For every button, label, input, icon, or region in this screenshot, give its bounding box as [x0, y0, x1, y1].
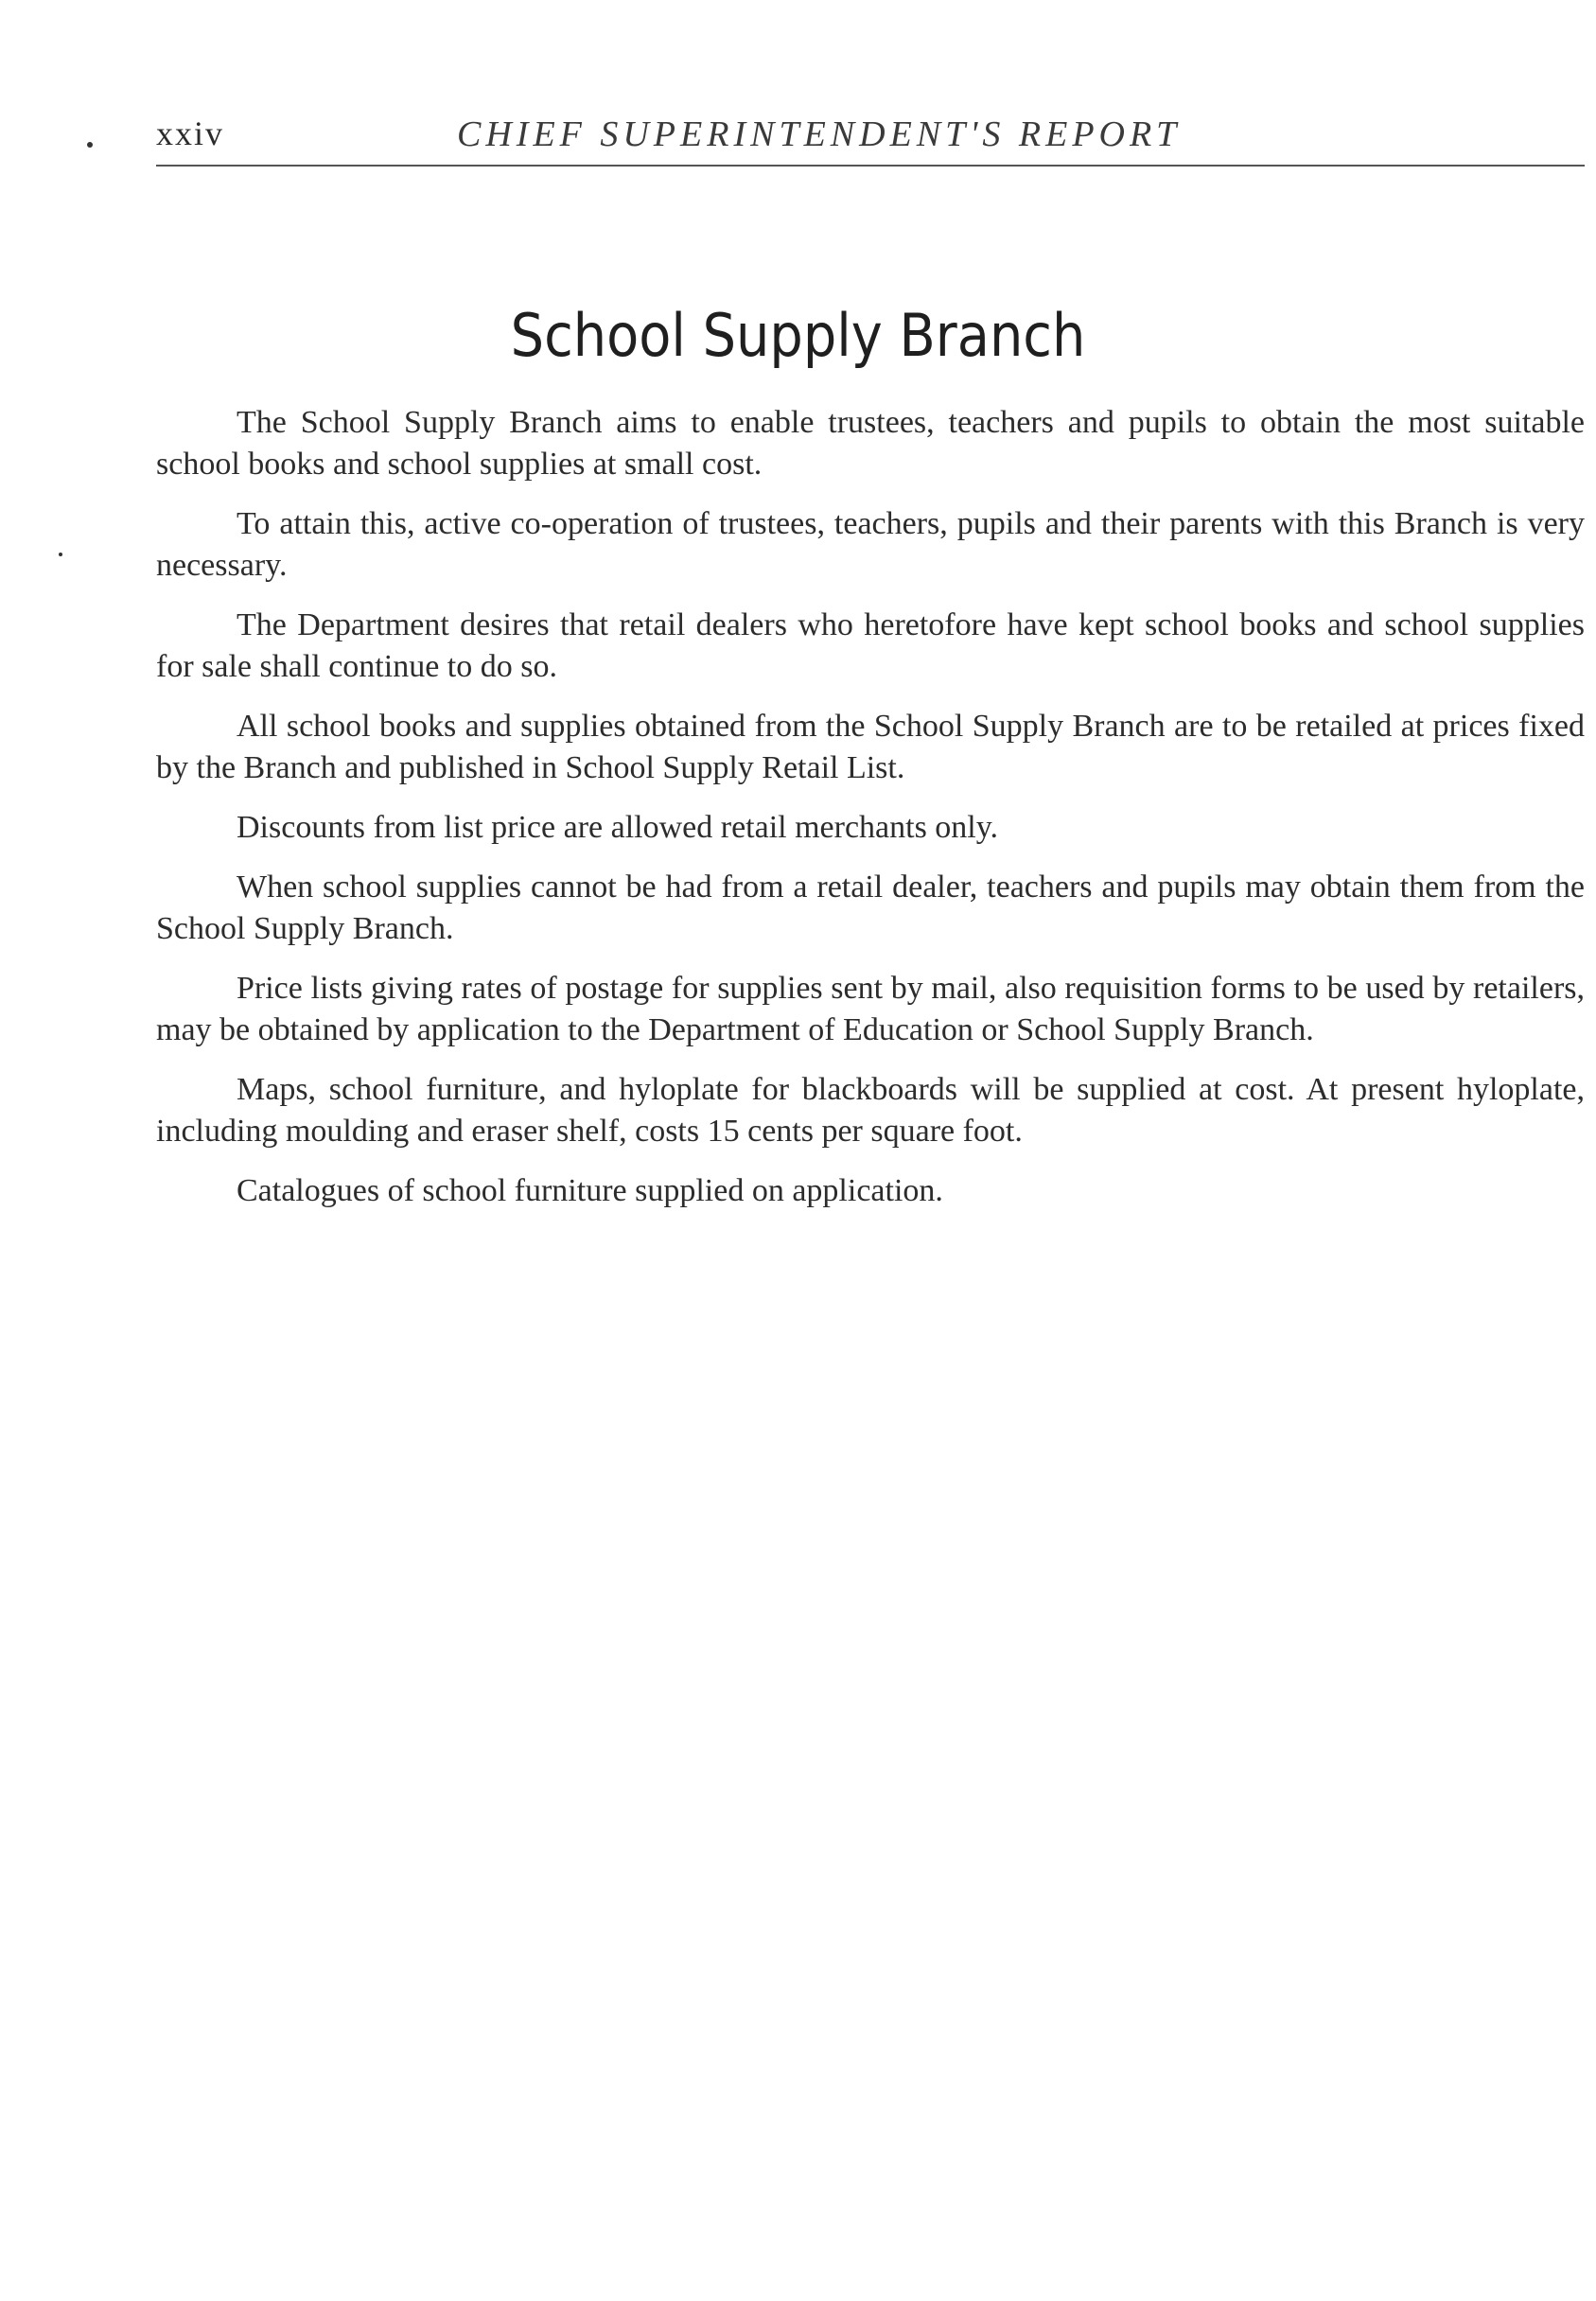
paragraph: All school books and supplies obtained from the School Supply Branch are to be retailed at prices fixed by the Branch and published in School Supply Retail List. — [156, 709, 1585, 785]
paragraph: When school supplies cannot be had from a retail dealer, teachers and pupils may obtain them from the School Supply Branch. — [156, 869, 1585, 946]
running-title: CHIEF SUPERINTENDENT'S REPORT — [457, 114, 1182, 154]
paragraph: The School Supply Branch aims to enable trustees, teachers and pupils to obtain the most suitable school books and school supplies at small cost. — [156, 405, 1585, 482]
body-text — [156, 402, 1585, 1230]
paragraph: Maps, school furniture, and hyloplate for blackboards will be supplied at cost. At present hyloplate, including moulding and eraser shelf, costs 15 cents per square foot. — [156, 1072, 1585, 1149]
paragraph: The Department desires that retail dealers who heretofore have kept school books and school supplies for sale shall continue to do so. — [156, 607, 1585, 684]
paragraph: Discounts from list price are allowed retail merchants only. — [237, 810, 999, 845]
section-title: School Supply Branch — [510, 301, 1086, 370]
page-number: xxiv — [156, 114, 225, 152]
paragraph: To attain this, active co-operation of trustees, teachers, pupils and their parents with this Branch is very necessary. — [156, 506, 1585, 583]
paragraph: Price lists giving rates of postage for supplies sent by mail, also requisition forms to be used by retailers, may be obtained by application to the Department of Education or School Supply Branch. — [156, 971, 1585, 1047]
margin-speck — [59, 553, 62, 556]
margin-speck — [87, 142, 93, 148]
header-rule — [156, 165, 1585, 167]
running-head — [156, 106, 1585, 163]
paragraph: Catalogues of school furniture supplied on application. — [237, 1173, 943, 1208]
